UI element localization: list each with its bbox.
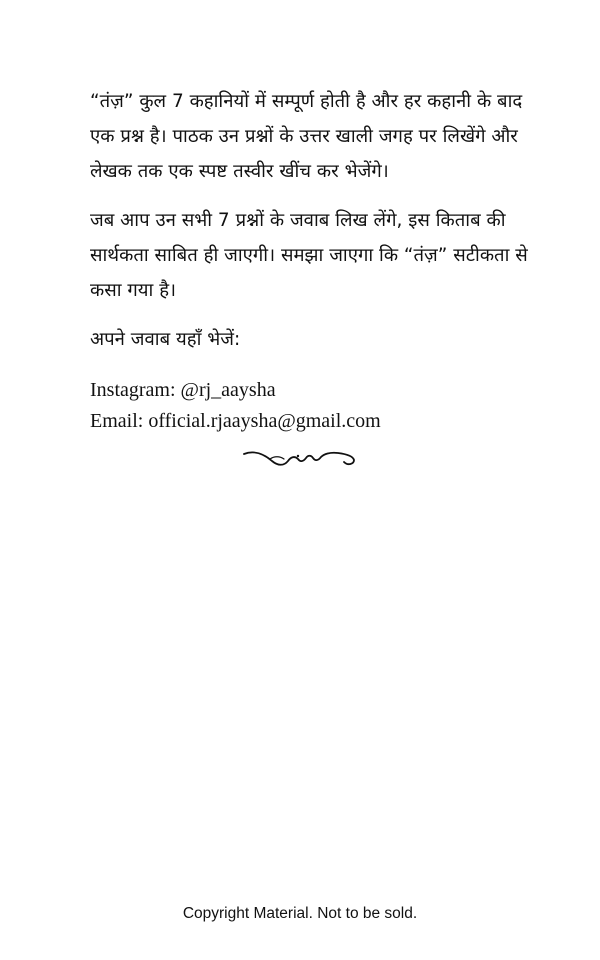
- intro-paragraph: “तंज़” कुल 7 कहानियों में सम्पूर्ण होती है और हर कहानी के बाद एक प्रश्न है। पाठक उन प्रश्नों के उत्तर खाली जगह पर लिखेंगे और लेखक तक एक स्पष्ट तस्वीर खींच कर भेजेंगे।: [90, 91, 523, 182]
- send-answers-heading: अपने जवाब यहाँ भेजें:: [90, 329, 241, 350]
- page-content: [90, 84, 530, 437]
- answers-paragraph: जब आप उन सभी 7 प्रश्नों के जवाब लिख लेंगे, इस किताब की सार्थकता साबित ही जाएगी। समझा जाएगा कि “तंज़” सटीकता से कसा गया है।: [90, 210, 528, 301]
- email-contact: Email: official.rjaaysha@gmail.com: [90, 410, 381, 432]
- flourish-divider-icon: [240, 444, 360, 474]
- instagram-contact: Instagram: @rj_aaysha: [90, 379, 276, 401]
- copyright-notice: Copyright Material. Not to be sold.: [182, 905, 418, 922]
